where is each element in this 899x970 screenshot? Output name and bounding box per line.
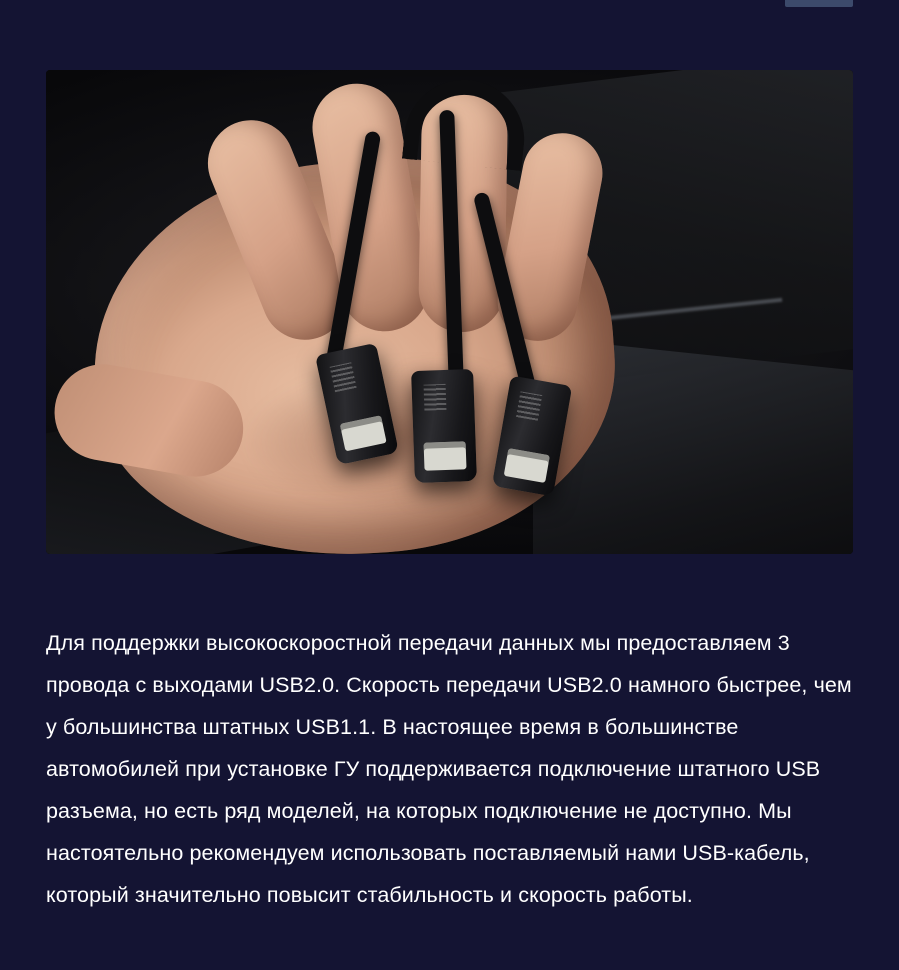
usb-label-2 — [424, 384, 447, 411]
usb-label-1 — [330, 362, 357, 392]
description-text: Для поддержки высокоскоростной передачи данных мы предоставляем 3 провода с выходами USB2.0. Скорость передачи USB2.0 намного быстрее, чем у большинства штатных USB1.1. В настоящее время в большинстве автомобилей при установке ГУ поддерживается подключение штатного USB разъема, но есть ряд моделей, на которых подключение не доступно. Мы настоятельно рекомендуем использовать поставляемый нами USB-кабель, который значительно повысит стабильность и скорость работы. — [46, 630, 852, 907]
usb-label-3 — [516, 391, 542, 420]
top-edge-strip — [785, 0, 853, 7]
photo-background — [46, 70, 853, 554]
product-photo — [46, 70, 853, 554]
cable-junction — [402, 74, 530, 171]
usb-connector-2 — [411, 369, 477, 483]
